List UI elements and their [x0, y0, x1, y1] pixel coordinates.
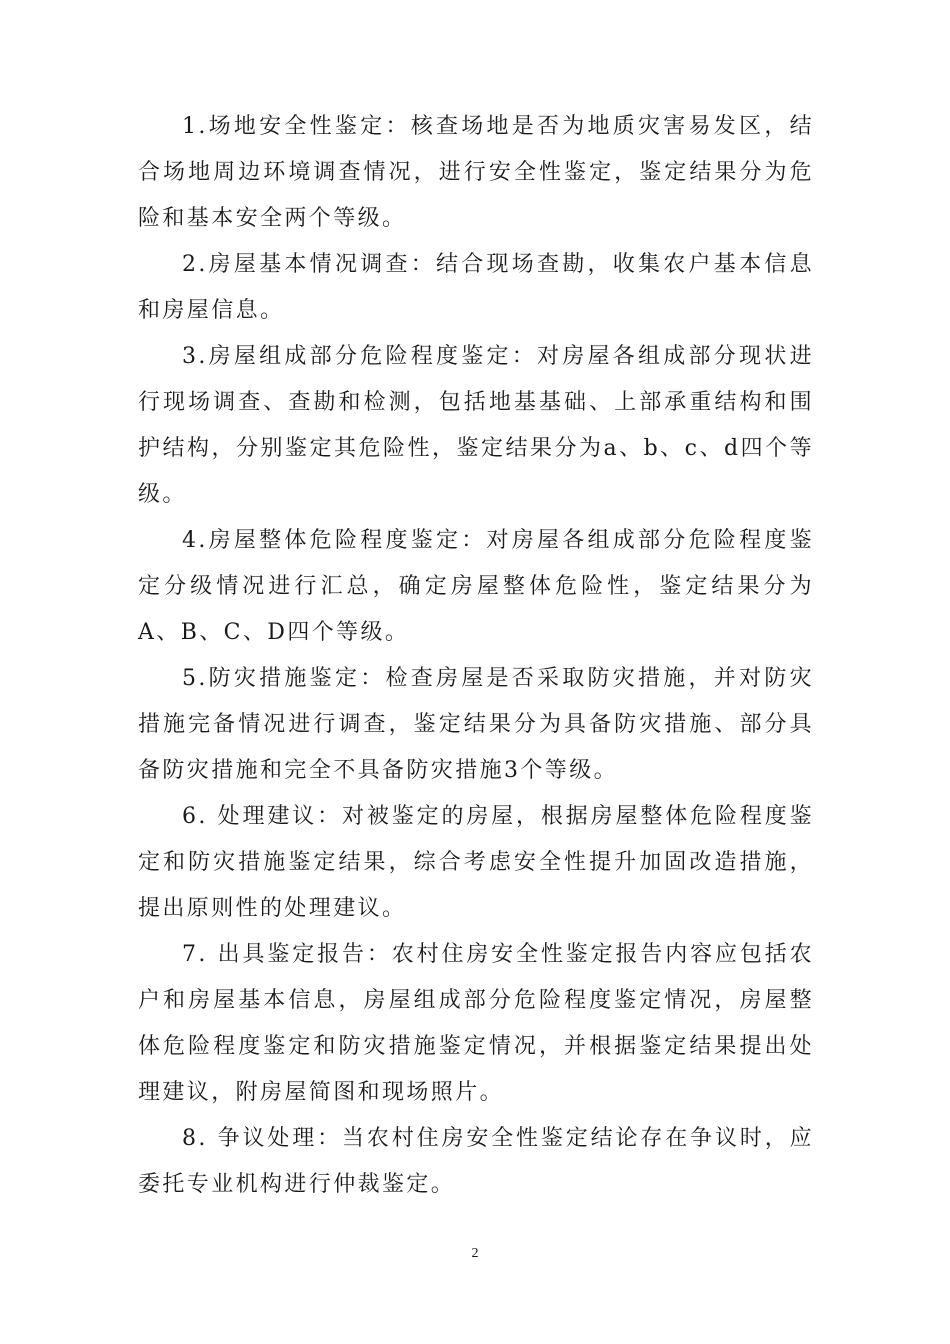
- paragraph-overall-danger: 4.房屋整体危险程度鉴定：对房屋各组成部分危险程度鉴定分级情况进行汇总，确定房屋整体危险性，鉴定结果分为A、B、C、D四个等级。: [138, 528, 814, 645]
- paragraph-dispute-handling: 8. 争议处理：当农村住房安全性鉴定结论存在争议时，应委托专业机构进行仲裁鉴定。: [138, 1126, 814, 1197]
- paragraph-house-basic-survey: 2.房屋基本情况调查：结合现场查勘，收集农户基本信息和房屋信息。: [138, 252, 814, 323]
- document-body: [138, 104, 814, 1208]
- paragraph-handling-suggestion: 6. 处理建议：对被鉴定的房屋，根据房屋整体危险程度鉴定和防灾措施鉴定结果，综合考虑安全性提升加固改造措施，提出原则性的处理建议。: [138, 804, 814, 921]
- paragraph-component-danger: 3.房屋组成部分危险程度鉴定：对房屋各组成部分现状进行现场调查、查勘和检测，包括地基基础、上部承重结构和围护结构，分别鉴定其危险性，鉴定结果分为a、b、c、d四个等级。: [138, 344, 814, 507]
- page-number: 2: [471, 1246, 479, 1261]
- paragraph-site-safety: 1.场地安全性鉴定：核查场地是否为地质灾害易发区，结合场地周边环境调查情况，进行安全性鉴定，鉴定结果分为危险和基本安全两个等级。: [138, 114, 814, 231]
- paragraph-disaster-prevention: 5.防灾措施鉴定：检查房屋是否采取防灾措施，并对防灾措施完备情况进行调查，鉴定结果分为具备防灾措施、部分具备防灾措施和完全不具备防灾措施3个等级。: [138, 666, 814, 783]
- paragraph-report-issuance: 7. 出具鉴定报告：农村住房安全性鉴定报告内容应包括农户和房屋基本信息，房屋组成部分危险程度鉴定情况，房屋整体危险程度鉴定和防灾措施鉴定情况，并根据鉴定结果提出处理建议，附房屋简图和现场照片。: [138, 942, 814, 1105]
